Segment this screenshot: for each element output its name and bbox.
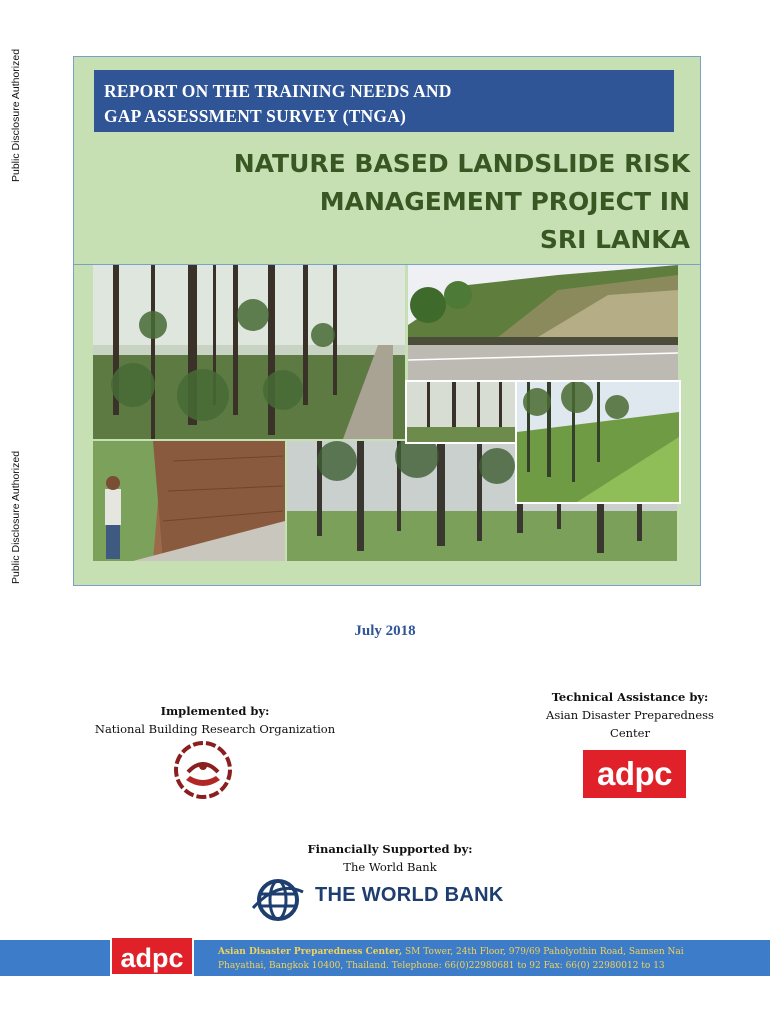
footer-org: Asian Disaster Preparedness Center,	[218, 947, 403, 957]
photo-hill-plantation	[515, 380, 681, 504]
footer-address-line-2: Phayathai, Bangkok 10400, Thailand. Telephone: 66(0)22980681 to 92 Fax: 66(0) 22980012 to 13	[218, 961, 665, 971]
main-title-line-3: SRI LANKA	[539, 225, 690, 254]
disclosure-label-bottom: Public Disclosure Authorized	[10, 450, 22, 584]
disclosure-label-top: Public Disclosure Authorized	[10, 48, 22, 182]
report-title-line-1: REPORT ON THE TRAINING NEEDS AND	[104, 81, 452, 101]
technical-label: Technical Assistance by:	[551, 690, 709, 704]
financial-org: The World Bank	[343, 860, 437, 874]
main-title-line-1: NATURE BASED LANDSLIDE RISK	[233, 149, 690, 178]
technical-org-line-1: Asian Disaster Preparedness	[546, 708, 714, 722]
photo-slope-work	[93, 441, 285, 561]
footer-adpc-logo: adpc	[110, 936, 194, 976]
technical-assistance-block	[520, 688, 740, 742]
financial-support-block	[230, 840, 550, 876]
photo-road-slope	[408, 265, 678, 380]
photo-forest-path	[93, 265, 405, 439]
nbro-logo	[172, 740, 234, 800]
main-title	[130, 145, 690, 259]
adpc-logo: adpc	[583, 750, 686, 798]
photo-tree-slope	[405, 380, 519, 444]
implemented-org: National Building Research Organization	[94, 722, 336, 736]
world-bank-globe-icon	[250, 878, 306, 922]
publication-date: July 2018	[354, 623, 416, 639]
implemented-by-block	[60, 702, 370, 738]
report-title-line-2: GAP ASSESSMENT SURVEY (TNGA)	[104, 106, 407, 126]
implemented-label: Implemented by:	[160, 704, 270, 718]
world-bank-wordmark: THE WORLD BANK	[315, 884, 504, 906]
footer-address	[218, 945, 684, 973]
financial-label: Financially Supported by:	[307, 842, 473, 856]
report-banner	[94, 70, 674, 132]
technical-org-line-2: Center	[610, 726, 650, 740]
main-title-line-2: MANAGEMENT PROJECT IN	[319, 187, 690, 216]
footer-address-1: SM Tower, 24th Floor, 979/69 Paholyothin Road, Samsen Nai	[402, 947, 684, 957]
footer-address-line-1	[218, 945, 684, 959]
